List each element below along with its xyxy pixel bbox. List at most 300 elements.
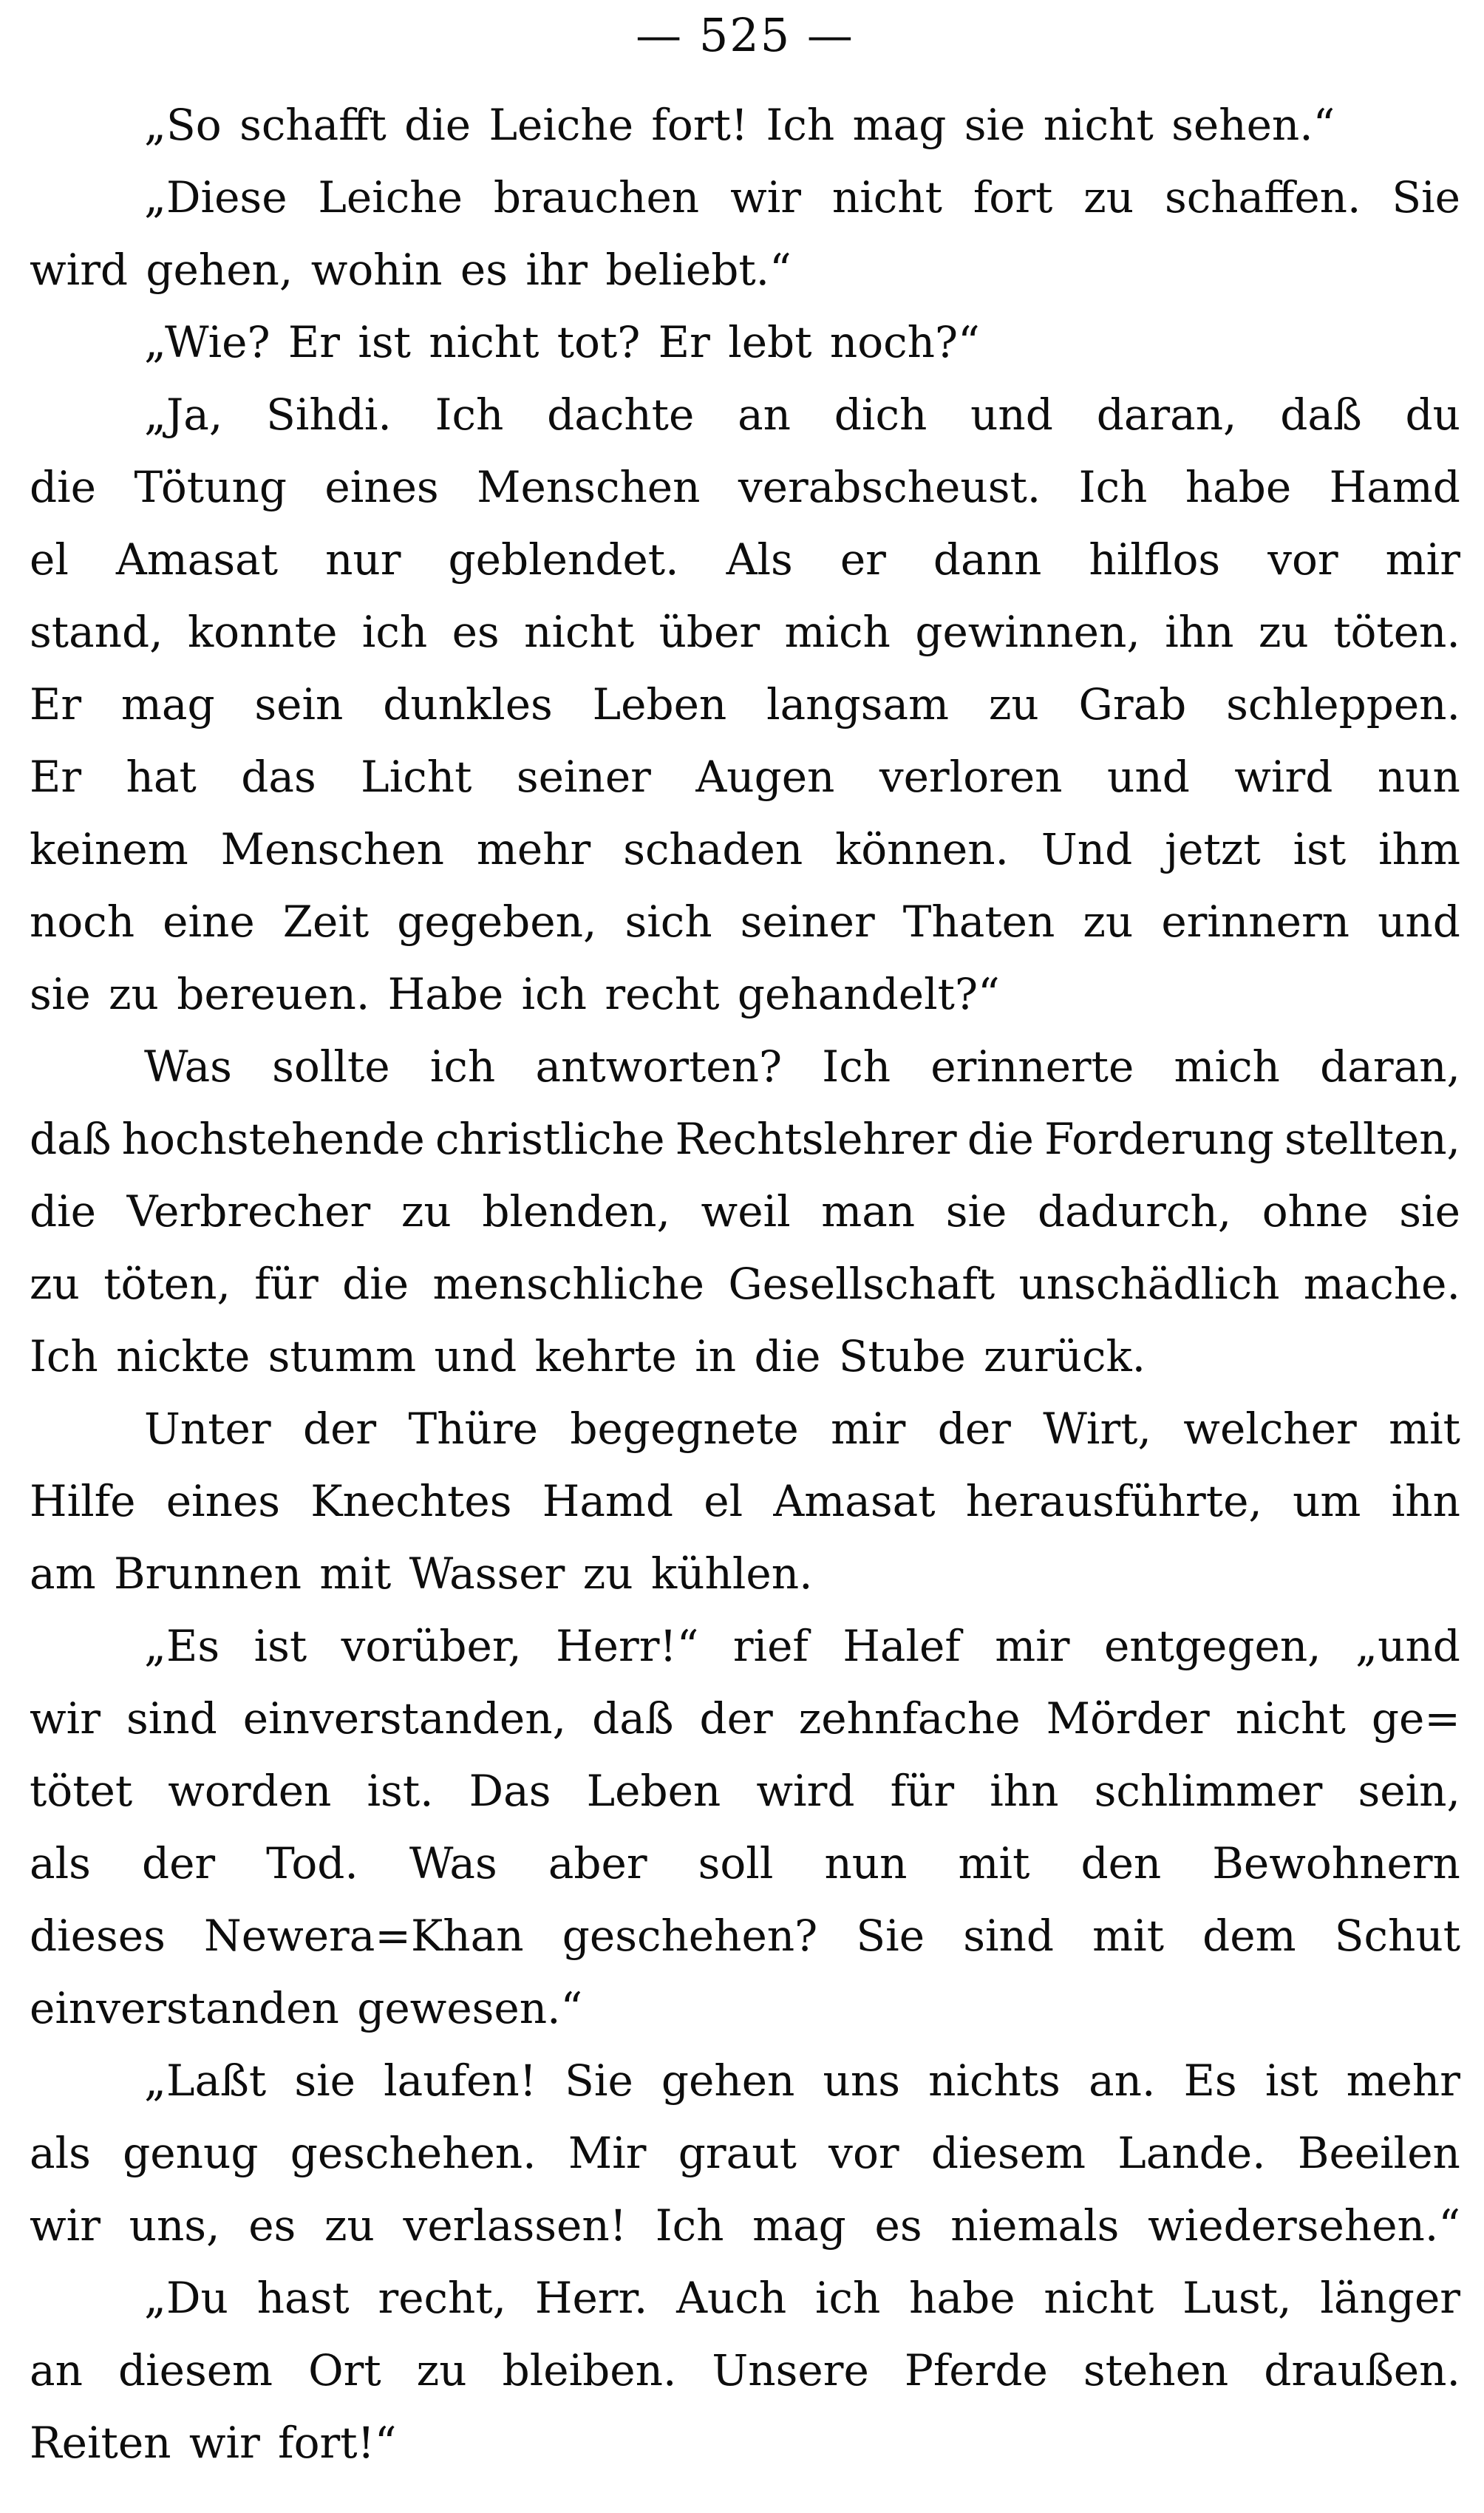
word: die — [30, 1186, 97, 1237]
word: dadurch, — [1037, 1186, 1232, 1237]
word: sind — [963, 1911, 1054, 1961]
word: ist — [253, 1621, 307, 1671]
word: dann — [933, 534, 1042, 585]
word: „und — [1355, 1621, 1460, 1671]
word: gehen, — [146, 245, 293, 295]
word: Amasat — [773, 1476, 936, 1526]
word: schleppen. — [1226, 679, 1460, 730]
word: wir — [30, 2200, 101, 2251]
text-line — [30, 1465, 1460, 1537]
word: Thaten — [902, 897, 1055, 947]
word: recht — [605, 969, 720, 1019]
word: antworten? — [535, 1041, 783, 1092]
word: Ich — [655, 2200, 724, 2251]
word: Brunnen — [113, 1548, 302, 1599]
word: mit — [1092, 1911, 1164, 1961]
word: Rechtslehrer — [675, 1114, 957, 1164]
word: aber — [548, 1838, 647, 1888]
word: die — [342, 1259, 409, 1309]
word: Was — [409, 1838, 497, 1888]
word: als — [30, 2128, 91, 2178]
word: nicht — [831, 172, 942, 222]
word: geschehen. — [290, 2128, 537, 2178]
text-line — [30, 1827, 1460, 1900]
word: daß — [30, 1114, 112, 1164]
word: ohne — [1262, 1186, 1369, 1237]
word: Als — [726, 534, 793, 585]
word: Forderung — [1044, 1114, 1274, 1164]
word: Pferde — [904, 2345, 1048, 2395]
word: Ich — [766, 100, 835, 150]
word: einverstanden, — [242, 1693, 567, 1744]
word: soll — [698, 1838, 774, 1888]
word: dieses — [30, 1911, 166, 1961]
word: nicht — [1043, 100, 1154, 150]
word: „Wie? — [144, 317, 270, 367]
word: verabscheust. — [738, 462, 1041, 512]
word: Knechtes — [310, 1476, 512, 1526]
word: für — [890, 1766, 955, 1816]
text-line — [30, 2189, 1460, 2262]
word: zu — [401, 1186, 452, 1237]
word: ist — [1293, 824, 1347, 874]
word: ihn — [990, 1766, 1059, 1816]
word: daran, — [1096, 390, 1237, 440]
word: schlimmer — [1094, 1766, 1323, 1816]
word: diesem — [118, 2345, 273, 2395]
word: zu — [1083, 172, 1134, 222]
word: gehen — [661, 2055, 795, 2106]
word: bleiben. — [502, 2345, 677, 2395]
word: Reiten — [30, 2418, 171, 2468]
word: Auch — [676, 2273, 787, 2323]
word: fort — [973, 172, 1053, 222]
word: können. — [835, 824, 1009, 874]
word: dachte — [547, 390, 695, 440]
word: kehrte — [534, 1331, 677, 1381]
text-line — [30, 1682, 1460, 1755]
word: hochstehende — [121, 1114, 425, 1164]
word: uns — [823, 2055, 900, 2106]
word: wird — [30, 245, 129, 295]
word: mit — [319, 1548, 392, 1599]
word: gegeben, — [397, 897, 597, 947]
word: „Du — [144, 2273, 228, 2323]
word: Hamd — [1329, 462, 1460, 512]
word: nicht — [429, 317, 540, 367]
word: der — [699, 1693, 773, 1744]
text-line — [30, 1248, 1460, 1320]
word: Augen — [695, 752, 835, 802]
word: ihr — [525, 245, 588, 295]
word: schaden — [623, 824, 803, 874]
word: erinnerte — [930, 1041, 1134, 1092]
word: an — [738, 390, 792, 440]
word: Lust, — [1182, 2273, 1292, 2323]
word: nickte — [116, 1331, 251, 1381]
word: sind — [126, 1693, 217, 1744]
word: eine — [163, 897, 255, 947]
word: jetzt — [1165, 824, 1261, 874]
word: seiner — [740, 897, 875, 947]
text-line — [30, 958, 1460, 1030]
word: wir — [730, 172, 801, 222]
word: zehnfache — [798, 1693, 1021, 1744]
word: Sie — [565, 2055, 633, 2106]
word: begegnete — [570, 1404, 799, 1454]
word: welcher — [1183, 1404, 1357, 1454]
word: nicht — [1235, 1693, 1346, 1744]
word: laufen! — [384, 2055, 537, 2106]
word: Das — [469, 1766, 551, 1816]
word: draußen. — [1264, 2345, 1460, 2395]
word: daß — [592, 1693, 674, 1744]
word: wird — [1234, 752, 1333, 802]
word: Lande. — [1117, 2128, 1266, 2178]
word: wir — [30, 1693, 101, 1744]
word: Unsere — [712, 2345, 869, 2395]
word: langsam — [766, 679, 950, 730]
word: Grab — [1078, 679, 1187, 730]
word: die — [30, 462, 97, 512]
word: Bewohnern — [1212, 1838, 1460, 1888]
word: Herr. — [534, 2273, 648, 2323]
word: nun — [1377, 752, 1460, 802]
word: christliche — [435, 1114, 665, 1164]
word: ihn — [1165, 607, 1234, 657]
word: Schut — [1334, 1911, 1460, 1961]
word: stehen — [1083, 2345, 1229, 2395]
word: Menschen — [477, 462, 701, 512]
word: in — [695, 1331, 737, 1381]
word: und — [1107, 752, 1190, 802]
word: el — [30, 534, 69, 585]
text-line — [30, 1392, 1460, 1465]
word: mag — [120, 679, 215, 730]
word: niemals — [950, 2200, 1120, 2251]
word: ist — [1265, 2055, 1318, 2106]
word: rief — [732, 1621, 809, 1671]
word: verlassen! — [403, 2200, 627, 2251]
text-line — [30, 2044, 1460, 2117]
text-line — [30, 1103, 1460, 1175]
word: Leiche — [489, 100, 634, 150]
word: kühlen. — [650, 1548, 813, 1599]
word: wiedersehen.“ — [1148, 2200, 1460, 2251]
word: mich — [784, 607, 891, 657]
word: ihm — [1378, 824, 1460, 874]
word: du — [1405, 390, 1460, 440]
word: an — [30, 2345, 83, 2395]
word: es — [452, 607, 500, 657]
text-line — [30, 378, 1460, 451]
word: mache. — [1303, 1259, 1460, 1309]
text-line — [30, 1320, 1460, 1392]
word: das — [241, 752, 316, 802]
word: Mir — [568, 2128, 647, 2178]
word: fort! — [651, 100, 749, 150]
text-line — [30, 2117, 1460, 2189]
text-line — [30, 813, 1460, 885]
word: noch — [30, 897, 135, 947]
word: genug — [123, 2128, 259, 2178]
word: Sie — [856, 1911, 925, 1961]
word: als — [30, 1838, 91, 1888]
word: bereuen. — [177, 969, 370, 1019]
word: Wasser — [409, 1548, 565, 1599]
word: nichts — [928, 2055, 1061, 2106]
word: wird — [756, 1766, 855, 1816]
text-line — [30, 1755, 1460, 1827]
book-page — [30, 0, 1460, 2513]
text-line — [30, 741, 1460, 813]
word: beliebt.“ — [605, 245, 792, 295]
text-line — [30, 1900, 1460, 1972]
word: Licht — [361, 752, 472, 802]
word: schaffen. — [1164, 172, 1361, 222]
word: mehr — [476, 824, 591, 874]
word: Sie — [1392, 172, 1460, 222]
word: Ich — [435, 390, 504, 440]
word: dem — [1202, 1911, 1296, 1961]
text-line — [30, 1537, 1460, 1610]
word: weil — [701, 1186, 791, 1237]
word: „Laßt — [144, 2055, 267, 2106]
word: „Diese — [144, 172, 287, 222]
word: an. — [1089, 2055, 1156, 2106]
word: Zeit — [282, 897, 370, 947]
word: zu — [109, 969, 159, 1019]
word: Amasat — [115, 534, 279, 585]
word: Beeilen — [1297, 2128, 1460, 2178]
word: der — [141, 1838, 216, 1888]
word: zu — [1258, 607, 1309, 657]
word: ich — [814, 2273, 881, 2323]
word: noch?“ — [829, 317, 980, 367]
word: zu — [1083, 897, 1134, 947]
word: eines — [166, 1476, 281, 1526]
word: Hamd — [542, 1476, 674, 1526]
word: mir — [831, 1404, 906, 1454]
text-line — [30, 234, 1460, 306]
word: nicht — [1044, 2273, 1154, 2323]
word: wir — [188, 2418, 260, 2468]
word: ich — [429, 1041, 496, 1092]
word: dunkles — [383, 679, 553, 730]
word: über — [658, 607, 760, 657]
word: Sihdi. — [266, 390, 392, 440]
word: „So — [144, 100, 222, 150]
word: nun — [824, 1838, 908, 1888]
word: es — [874, 2200, 922, 2251]
word: Thüre — [408, 1404, 538, 1454]
word: die — [754, 1331, 821, 1381]
word: Leiche — [318, 172, 463, 222]
word: mag — [752, 2200, 846, 2251]
word: unschädlich — [1018, 1259, 1280, 1309]
word: Er — [30, 679, 82, 730]
word: Er — [30, 752, 82, 802]
word: Ort — [308, 2345, 381, 2395]
word: Gesellschaft — [728, 1259, 995, 1309]
word: ge= — [1371, 1693, 1460, 1744]
word: blenden, — [482, 1186, 670, 1237]
word: es — [248, 2200, 296, 2251]
word: mich — [1174, 1041, 1280, 1092]
word: den — [1080, 1838, 1162, 1888]
text-line — [30, 451, 1460, 523]
word: mit — [1389, 1404, 1460, 1454]
word: Leben — [592, 679, 727, 730]
word: gewesen.“ — [357, 1983, 583, 2033]
word: es — [460, 245, 508, 295]
word: gehandelt?“ — [737, 969, 1000, 1019]
word: sein, — [1358, 1766, 1460, 1816]
word: stumm — [268, 1331, 417, 1381]
word: verloren — [879, 752, 1063, 802]
word: Unter — [144, 1404, 271, 1454]
word: sie — [1399, 1186, 1460, 1237]
word: sie — [294, 2055, 355, 2106]
word: für — [254, 1259, 319, 1309]
word: zu — [416, 2345, 467, 2395]
word: hast — [256, 2273, 350, 2323]
word: dich — [834, 390, 928, 440]
word: mehr — [1346, 2055, 1460, 2106]
word: seiner — [516, 752, 651, 802]
word: zurück. — [984, 1331, 1146, 1381]
word: sich — [624, 897, 712, 947]
word: habe — [1185, 462, 1292, 512]
text-line — [30, 885, 1460, 958]
word: Verbrecher — [126, 1186, 371, 1237]
word: ist. — [367, 1766, 434, 1816]
body-text — [30, 89, 1460, 2479]
word: recht, — [378, 2273, 507, 2323]
word: geblendet. — [448, 534, 679, 585]
text-line — [30, 161, 1460, 234]
word: sie — [945, 1186, 1007, 1237]
word: und — [434, 1331, 517, 1381]
word: und — [970, 390, 1053, 440]
word: herausführte, — [965, 1476, 1262, 1526]
word: hilflos — [1089, 534, 1221, 585]
word: Was — [144, 1041, 232, 1092]
text-line — [30, 1030, 1460, 1103]
word: stellten, — [1284, 1114, 1460, 1164]
word: brauchen — [493, 172, 700, 222]
word: keinem — [30, 824, 188, 874]
word: nicht — [524, 607, 635, 657]
word: mir — [1385, 534, 1460, 585]
word: mir — [995, 1621, 1070, 1671]
word: tot? — [556, 317, 641, 367]
text-line — [30, 1175, 1460, 1248]
word: sollte — [272, 1041, 390, 1092]
word: fort!“ — [278, 2418, 397, 2468]
word: die — [404, 100, 472, 150]
word: Tod. — [266, 1838, 358, 1888]
word: graut — [678, 2128, 797, 2178]
word: der — [937, 1404, 1011, 1454]
word: Tötung — [134, 462, 287, 512]
word: „Ja, — [144, 390, 223, 440]
word: töten, — [103, 1259, 231, 1309]
word: Wirt, — [1043, 1404, 1151, 1454]
word: Menschen — [220, 824, 444, 874]
word: am — [30, 1548, 96, 1599]
word: gewinnen, — [915, 607, 1140, 657]
word: Mörder — [1046, 1693, 1210, 1744]
text-line — [30, 596, 1460, 668]
word: uns, — [129, 2200, 220, 2251]
word: konnte — [187, 607, 338, 657]
word: zu — [988, 679, 1039, 730]
word: vorüber, — [341, 1621, 522, 1671]
word: Es — [1183, 2055, 1237, 2106]
word: Newera=Khan — [204, 1911, 524, 1961]
word: entgegen, — [1103, 1621, 1321, 1671]
word: die — [967, 1114, 1034, 1164]
word: man — [821, 1186, 916, 1237]
text-line — [30, 1972, 1460, 2044]
word: vor — [1267, 534, 1338, 585]
word: stand, — [30, 607, 163, 657]
text-line — [30, 1610, 1460, 1682]
word: vor — [828, 2128, 899, 2178]
word: ist — [358, 317, 411, 367]
word: ihn — [1391, 1476, 1460, 1526]
word: Stube — [838, 1331, 966, 1381]
word: Herr!“ — [556, 1621, 699, 1671]
word: zu — [324, 2200, 375, 2251]
text-line — [30, 523, 1460, 596]
word: erinnern — [1161, 897, 1350, 947]
word: sie — [964, 100, 1026, 150]
text-line — [30, 668, 1460, 741]
word: lebt — [728, 317, 812, 367]
word: zu — [30, 1259, 80, 1309]
word: daran, — [1320, 1041, 1460, 1092]
word: der — [302, 1404, 377, 1454]
word: tötet — [30, 1766, 133, 1816]
word: schafft — [239, 100, 387, 150]
word: Ich — [822, 1041, 891, 1092]
text-line — [30, 2334, 1460, 2407]
word: um — [1293, 1476, 1361, 1526]
word: ich — [361, 607, 428, 657]
word: Er — [287, 317, 340, 367]
word: und — [1378, 897, 1460, 947]
text-line — [30, 2262, 1460, 2334]
page-number: — 525 — — [636, 8, 854, 62]
word: diesem — [930, 2128, 1086, 2178]
word: daß — [1280, 390, 1362, 440]
word: zu — [582, 1548, 633, 1599]
word: worden — [168, 1766, 332, 1816]
word: ich — [521, 969, 587, 1019]
word: einverstanden — [30, 1983, 339, 2033]
word: habe — [909, 2273, 1015, 2323]
text-line — [30, 89, 1460, 161]
word: länger — [1320, 2273, 1460, 2323]
word: sein — [254, 679, 344, 730]
word: menschliche — [432, 1259, 704, 1309]
word: wohin — [310, 245, 443, 295]
word: töten. — [1333, 607, 1460, 657]
text-line — [30, 2407, 1460, 2479]
word: er — [840, 534, 886, 585]
